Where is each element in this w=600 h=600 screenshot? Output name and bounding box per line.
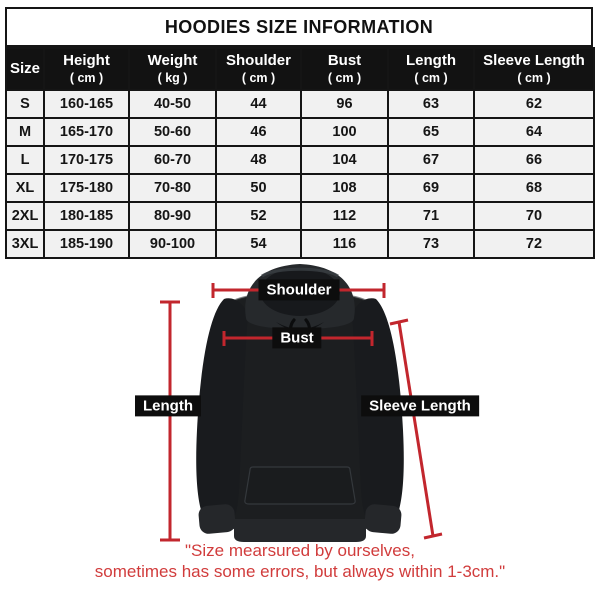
size-table-cell: 44 [216,90,301,118]
size-table-cell: 70-80 [129,174,216,202]
size-table-cell: 65 [388,118,474,146]
size-table-cell: 72 [474,230,594,258]
hoodie-right-cuff [364,503,402,534]
size-table-cell: 160-165 [44,90,129,118]
size-table-cell: 67 [388,146,474,174]
hoodie-hem [234,519,366,542]
footnote-line-2: sometimes has some errors, but always within 1-3cm." [94,561,506,581]
size-table-cell: M [6,118,44,146]
size-table-cell: S [6,90,44,118]
size-table-cell: 60-70 [129,146,216,174]
size-table-cell: 64 [474,118,594,146]
size-table-header-cell: Sleeve Length ( cm ) [474,48,594,90]
size-table-cell: 48 [216,146,301,174]
size-table-cell: 96 [301,90,388,118]
size-table-cell: 175-180 [44,174,129,202]
size-table-cell: 170-175 [44,146,129,174]
size-table-cell: 52 [216,202,301,230]
bust-label: Bust [272,327,321,348]
size-table-cell: 73 [388,230,474,258]
size-table-cell: 100 [301,118,388,146]
size-table-cell: L [6,146,44,174]
size-table-cell: 2XL [6,202,44,230]
size-table-cell: 69 [388,174,474,202]
size-table-header-cell: Bust ( cm ) [301,48,388,90]
size-table-cell: XL [6,174,44,202]
size-table-cell: 68 [474,174,594,202]
size-table-cell: 116 [301,230,388,258]
size-table-cell: 3XL [6,230,44,258]
size-table-header-cell: Shoulder ( cm ) [216,48,301,90]
size-table-header-cell: Weight ( kg ) [129,48,216,90]
size-table-cell: 104 [301,146,388,174]
size-table-cell: 66 [474,146,594,174]
size-table-cell: 63 [388,90,474,118]
size-table-cell: 180-185 [44,202,129,230]
hoodie-left-cuff [198,503,236,534]
size-table-cell: 70 [474,202,594,230]
page-title: HOODIES SIZE INFORMATION [164,16,434,37]
size-table-cell: 108 [301,174,388,202]
size-table-cell: 50 [216,174,301,202]
size-table-cell: 46 [216,118,301,146]
shoulder-label: Shoulder [258,279,339,300]
size-table-cell: 40-50 [129,90,216,118]
size-table-cell: 50-60 [129,118,216,146]
size-table-cell: 71 [388,202,474,230]
size-table-cell: 165-170 [44,118,129,146]
size-table-cell: 80-90 [129,202,216,230]
size-table-header-cell: Length ( cm ) [388,48,474,90]
length-label: Length [135,395,201,416]
footnote-line-1: "Size mearsured by ourselves, [185,541,415,560]
size-table-cell: 112 [301,202,388,230]
length-measure-line [160,302,180,540]
size-table-header-cell: Size [6,48,44,90]
size-table-cell: 62 [474,90,594,118]
size-table-cell: 54 [216,230,301,258]
footnote [0,541,600,582]
size-table-cell: 90-100 [129,230,216,258]
size-table-cell: 185-190 [44,230,129,258]
hoodie-pocket [245,467,355,504]
sleeve-length-label: Sleeve Length [361,395,479,416]
size-table-header-cell: Height ( cm ) [44,48,129,90]
